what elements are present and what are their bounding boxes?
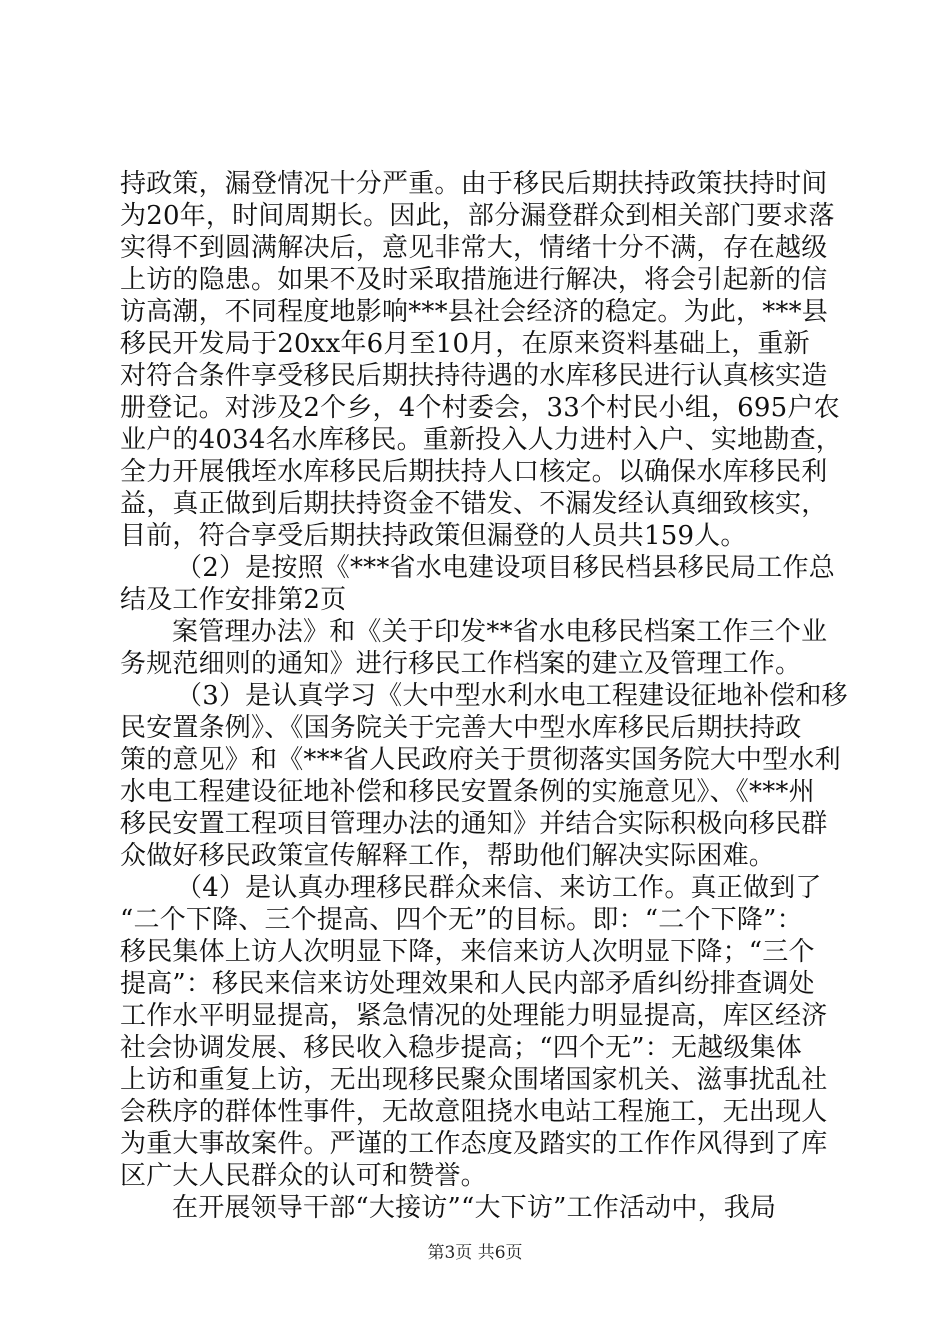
page-number-label: 第3页 共6页 bbox=[427, 1243, 523, 1263]
text-line: 水电工程建设征地补偿和移民安置条例的实施意见》、《***州 bbox=[120, 777, 815, 807]
text-line: 对符合条件享受移民后期扶持待遇的水库移民进行认真核实造 bbox=[120, 361, 828, 391]
text-line: 目前，符合享受后期扶持政策但漏登的人员共159人。 bbox=[120, 521, 747, 551]
text-line: 为20年，时间周期长。因此，部分漏登群众到相关部门要求落 bbox=[120, 201, 835, 231]
text-line: 会秩序的群体性事件，无故意阻挠水电站工程施工，无出现人 bbox=[120, 1097, 828, 1127]
text-line: 全力开展俄垤水库移民后期扶持人口核定。以确保水库移民利 bbox=[120, 457, 828, 487]
text-line: 工作水平明显提高，紧急情况的处理能力明显提高，库区经济 bbox=[120, 1001, 828, 1031]
text-line: “二个下降、三个提高、四个无”的目标。即：“二个下降”： bbox=[120, 905, 803, 935]
text-line: 务规范细则的通知》进行移民工作档案的建立及管理工作。 bbox=[120, 649, 802, 679]
text-line: 结及工作安排第2页 bbox=[120, 585, 347, 615]
text-line: 持政策，漏登情况十分严重。由于移民后期扶持政策扶持时间 bbox=[120, 169, 828, 199]
paragraph-start-line: （4）是认真办理移民群众来信、来访工作。真正做到了 bbox=[176, 873, 822, 903]
text-line: 移民集体上访人次明显下降，来信来访人次明显下降；“三个 bbox=[120, 937, 815, 967]
document-body bbox=[120, 168, 848, 1224]
text-line: 区广大人民群众的认可和赞誉。 bbox=[120, 1161, 487, 1191]
text-line: 提高”：移民来信来访处理效果和人民内部矛盾纠纷排查调处 bbox=[120, 969, 815, 999]
page-footer bbox=[0, 1242, 950, 1264]
text-line: 上访和重复上访，无出现移民聚众围堵国家机关、滋事扰乱社 bbox=[120, 1065, 828, 1095]
text-line: 访高潮，不同程度地影响***县社会经济的稳定。为此，***县 bbox=[120, 297, 829, 327]
text-line: 益，真正做到后期扶持资金不错发、不漏发经认真细致核实， bbox=[120, 489, 828, 519]
text-line: 社会协调发展、移民收入稳步提高；“四个无”：无越级集体 bbox=[120, 1033, 802, 1063]
paragraph-start-line: 在开展领导干部“大接访”“大下访”工作活动中，我局 bbox=[172, 1193, 777, 1223]
paragraph-start-line: 案管理办法》和《关于印发**省水电移民档案工作三个业 bbox=[172, 617, 828, 647]
text-line: 册登记。对涉及2个乡，4个村委会，33个村民小组，695户农 bbox=[120, 393, 840, 423]
text-line: 业户的4034名水库移民。重新投入人力进村入户、实地勘查， bbox=[120, 425, 842, 455]
text-line: 实得不到圆满解决后，意见非常大，情绪十分不满，存在越级 bbox=[120, 233, 828, 263]
text-line: 民安置条例》、《国务院关于完善大中型水库移民后期扶持政 bbox=[120, 713, 802, 743]
text-line: 策的意见》和《***省人民政府关于贯彻落实国务院大中型水利 bbox=[120, 745, 841, 775]
text-line: 上访的隐患。如果不及时采取措施进行解决，将会引起新的信 bbox=[120, 265, 828, 295]
paragraph-start-line: （3）是认真学习《大中型水利水电工程建设征地补偿和移 bbox=[176, 681, 848, 711]
text-line: 移民安置工程项目管理办法的通知》并结合实际积极向移民群 bbox=[120, 809, 828, 839]
text-line: 为重大事故案件。严谨的工作态度及踏实的工作作风得到了库 bbox=[120, 1129, 828, 1159]
text-line: 众做好移民政策宣传解释工作，帮助他们解决实际困难。 bbox=[120, 841, 776, 871]
text-line: 移民开发局于20xx年6月至10月，在原来资料基础上，重新 bbox=[120, 329, 810, 359]
paragraph-start-line: （2）是按照《***省水电建设项目移民档县移民局工作总 bbox=[176, 553, 835, 583]
